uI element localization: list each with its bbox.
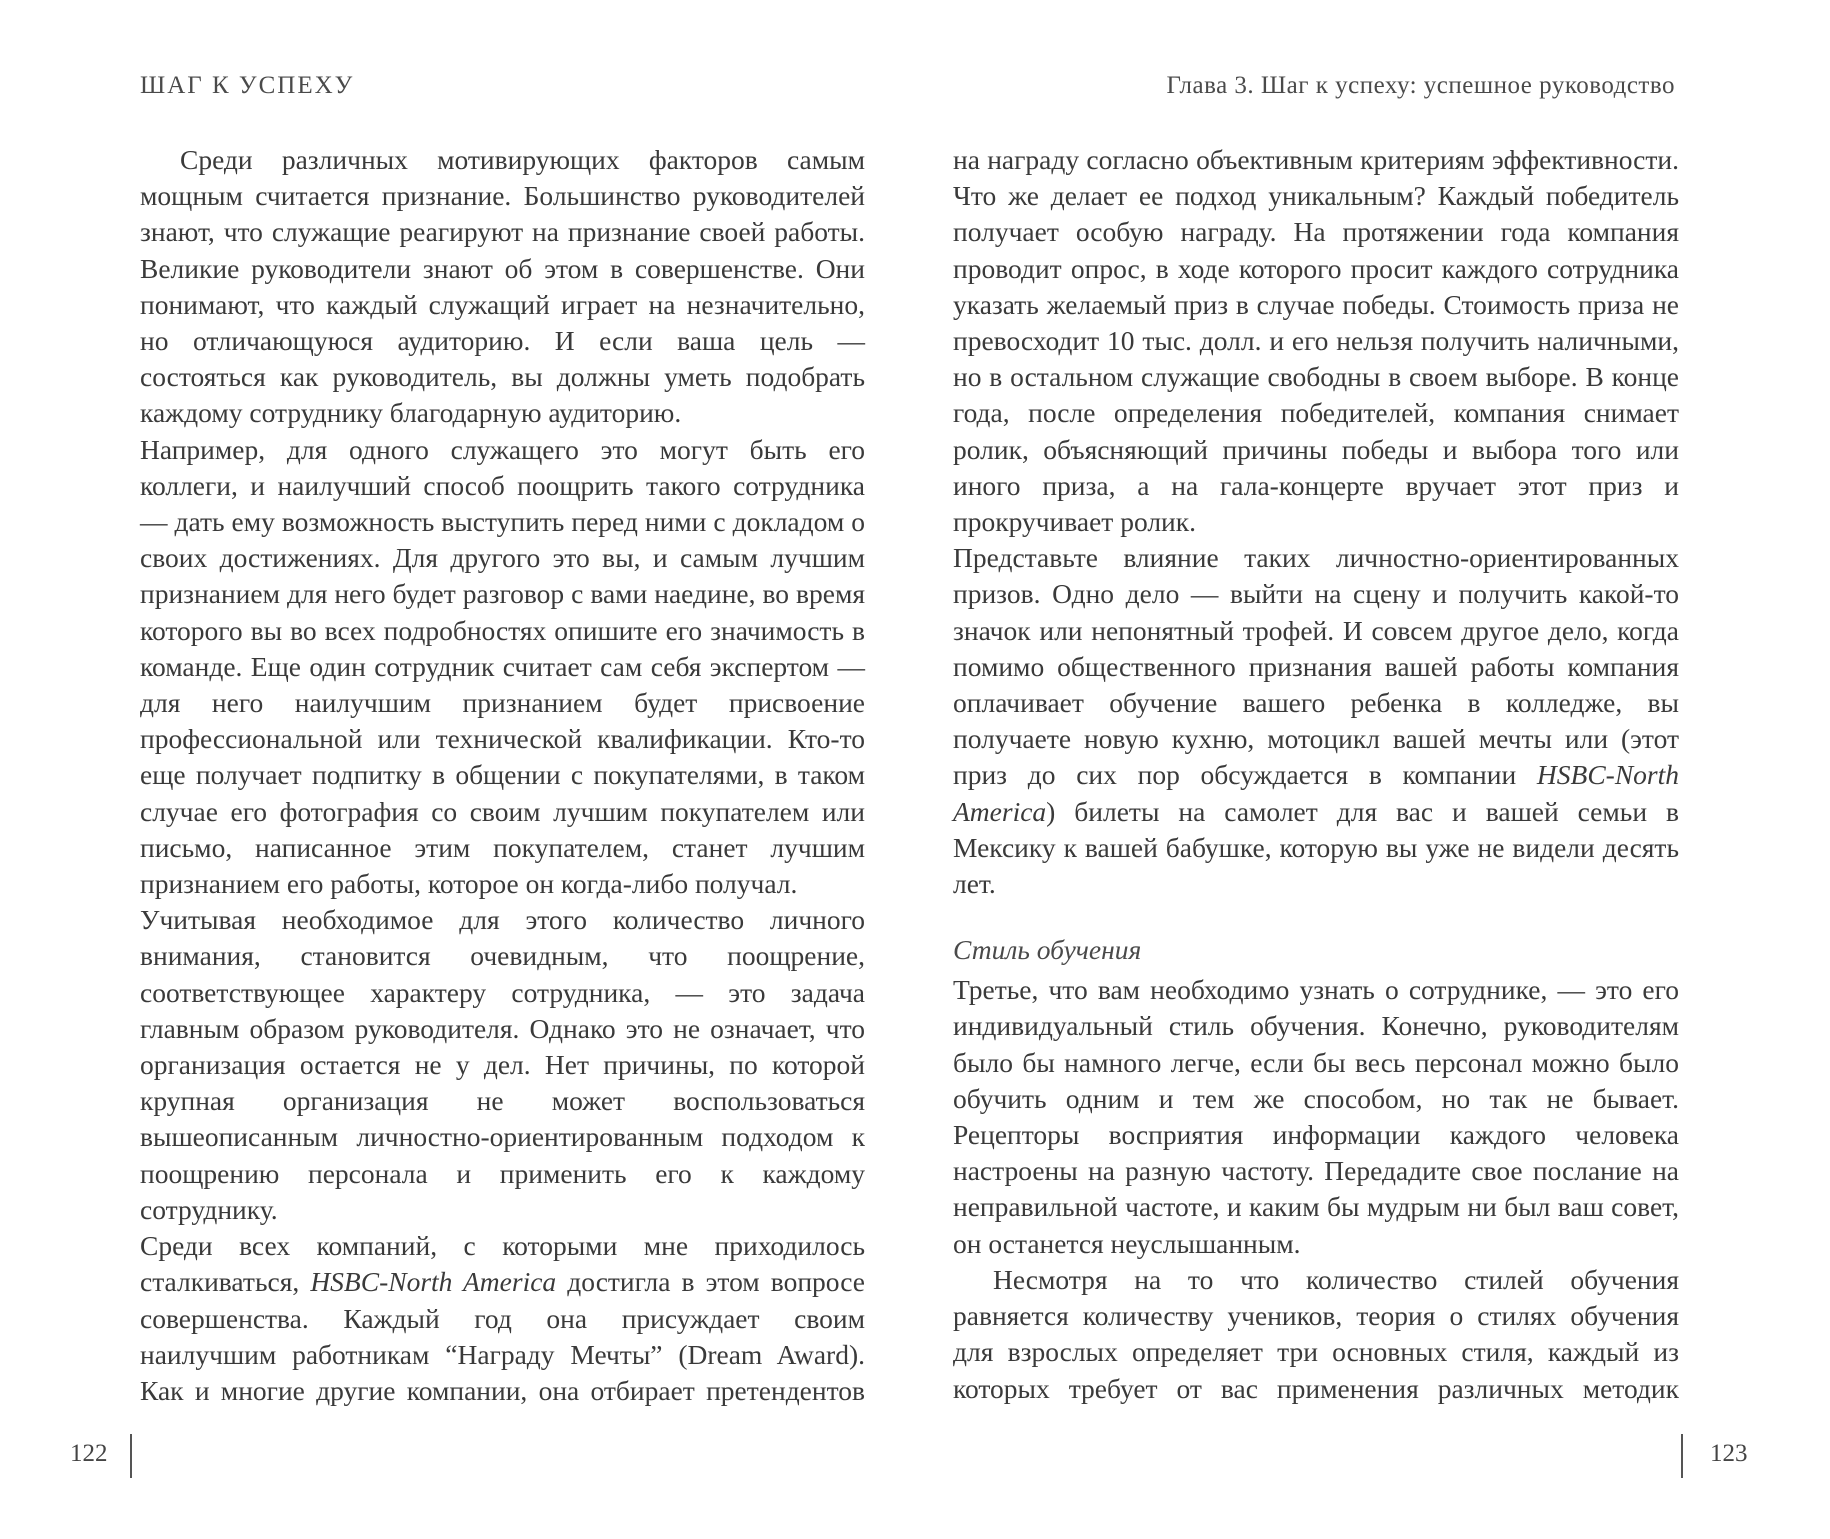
paragraph bbox=[140, 1228, 865, 1409]
paragraph: на награду согласно объективным критериям эффективности. Что же делает ее подход уникальным? Каждый победитель получает особую награду. На протяжении года компания проводит опрос, в ходе которого просит каждого сотрудника указать желаемый приз в случае победы. Стоимость приза не превосходит 10 тыс. долл. и его нельзя получить наличными, но в остальном служащие свободны в своем выборе. В конце года, после определения победителей, компания снимает ролик, объясняющий причины победы и выбора того или иного приза, а на гала-концерте вручает этот приз и прокручивает ролик. bbox=[953, 144, 1679, 538]
text-run: Среди всех компаний, с которыми мне приходилось сталкиваться, bbox=[140, 1230, 865, 1298]
left-page-body bbox=[140, 142, 865, 1409]
folio-rule-right bbox=[1681, 1434, 1683, 1478]
paragraph: Несмотря на то что количество стилей обучения равняется количеству учеников, теория о стилях обучения для взрослых определяет три основных стиля, каждый из которых требует от вас применения различных методик bbox=[953, 1263, 1679, 1404]
page-number-left: 122 bbox=[70, 1440, 108, 1467]
paragraph: Среди различных мотивирующих факторов самым мощным считается признание. Большинство руководителей знают, что служащие реагируют на признание своей работы. Великие руководители знают об этом в совершенстве. Они понимают, что каждый служащий играет на незначительно, но отличающуюся аудиторию. И если ваша цель — состояться как руководитель, вы должны уметь подобрать каждому сотруднику благодарную аудиторию. bbox=[140, 144, 865, 429]
folio-rule-left bbox=[130, 1434, 132, 1478]
text-run: ) билеты на самолет для вас и вашей семьи в Мексику к вашей бабушке, которую вы уже не видели десять лет. bbox=[953, 795, 1679, 900]
text-run: достигла в этом вопросе совершенства. Каждый год она присуждает своим наилучшим работникам “Награду Мечты” (Dream Award). Как и многие другие компании, она отбирает претендентов bbox=[140, 1266, 865, 1406]
running-header-left: ШАГ К УСПЕХУ bbox=[140, 72, 355, 99]
running-header-right: Глава 3. Шаг к успеху: успешное руководство bbox=[1166, 72, 1675, 99]
paragraph bbox=[953, 540, 1679, 902]
company-name: HSBC-North America bbox=[310, 1266, 557, 1298]
right-page-body bbox=[953, 142, 1679, 1407]
section-subheading: Стиль обучения bbox=[953, 934, 1142, 966]
paragraph: Третье, что вам необходимо узнать о сотруднике, — это его индивидуальный стиль обучения. Конечно, руководителям было бы намного легче, если бы весь персонал можно было обучить одним и тем же способом, но так не бывает. Рецепторы восприятия информации каждого человека настроены на разную частоту. Передадите свое послание на неправильной частоте, и каким бы мудрым ни был ваш совет, он останется неуслышанным. bbox=[953, 974, 1679, 1259]
text-run: Представьте влияние таких личностно-ориентированных призов. Одно дело — выйти на сцену и получить какой-то значок или непонятный трофей. И совсем другое дело, когда помимо общественного признания вашей работы компания оплачивает обучение вашего ребенка в колледже, вы получаете новую кухню, мотоцикл вашей мечты или (этот приз до сих пор обсуждается в компании bbox=[953, 542, 1679, 791]
paragraph: Учитывая необходимое для этого количество личного внимания, становится очевидным, что поощрение, соответствующее характеру сотрудника, — это задача главным образом руководителя. Однако это не означает, что организация остается не у дел. Нет причины, по которой крупная организация не может воспользоваться вышеописанным личностно-ориентированным подходом к поощрению персонала и применить его к каждому сотруднику. bbox=[140, 904, 865, 1225]
paragraph: Например, для одного служащего это могут быть его коллеги, и наилучший способ поощрить такого сотрудника — дать ему возможность выступить перед ними с докладом о своих достижениях. Для другого это вы, и самым лучшим признанием для него будет разговор с вами наедине, во время которого вы во всех подробностях опишите его значимость в команде. Еще один сотрудник считает сам себя экспертом — для него наилучшим признанием будет присвоение профессиональной или технической квалификации. Кто-то еще получает подпитку в общении с покупателями, в таком случае его фотография со своим лучшим покупателем или письмо, написанное этим покупателем, станет лучшим признанием его работы, которое он когда-либо получал. bbox=[140, 433, 865, 900]
company-name: HSBC-North America bbox=[953, 759, 1679, 827]
page-number-right: 123 bbox=[1710, 1440, 1748, 1467]
